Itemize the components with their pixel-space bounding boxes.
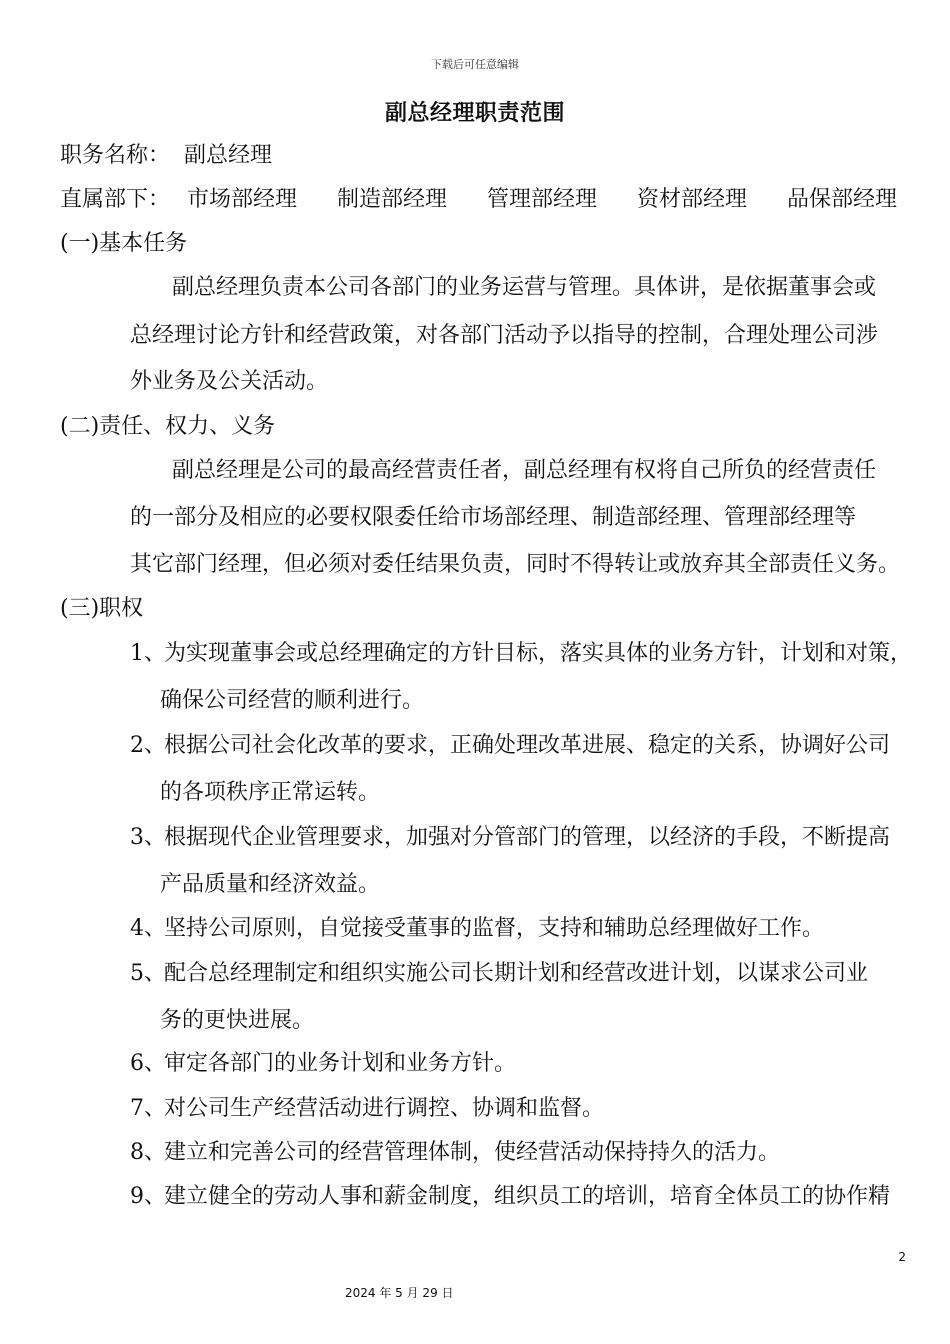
list-item-number: 4、 — [130, 916, 166, 941]
list-item-line: 建立健全的劳动人事和薪金制度，组织员工的培训，培育全体员工的协作精 — [164, 1184, 891, 1209]
list-item-line: 根据公司社会化改革的要求，正确处理改革进展、稳定的关系，协调好公司 — [164, 733, 891, 758]
list-item-line: 产品质量和经济效益。 — [160, 872, 381, 897]
section-heading: (二)责任、权力、义务 — [60, 414, 276, 439]
section-heading: (一)基本任务 — [60, 231, 188, 256]
footer-date: 2024 年 5 月 29 日 — [345, 1286, 454, 1300]
list-item-number: 8、 — [130, 1140, 166, 1165]
list-item-line: 对公司生产经营活动进行调控、协调和监督。 — [164, 1096, 605, 1121]
subordinate-item: 制造部经理 — [337, 187, 448, 212]
subordinate-item: 管理部经理 — [487, 187, 598, 212]
paragraph-line: 副总经理是公司的最高经营责任者，副总经理有权将自己所负的经营责任 — [172, 458, 877, 483]
subordinates-row — [60, 185, 170, 215]
list-item-line: 确保公司经营的顺利进行。 — [160, 688, 425, 713]
position-value: 副总经理 — [184, 143, 273, 168]
section-heading: (三)职权 — [60, 596, 144, 621]
list-item-line: 的各项秩序正常运转。 — [160, 780, 381, 805]
list-item-line: 坚持公司原则，自觉接受董事的监督，支持和辅助总经理做好工作。 — [164, 916, 825, 941]
paragraph-line: 其它部门经理，但必须对委任结果负责，同时不得转让或放弃其全部责任义务。 — [130, 552, 901, 577]
paragraph-line: 总经理讨论方针和经营政策，对各部门活动予以指导的控制，合理处理公司涉 — [130, 323, 879, 348]
list-item-line: 配合总经理制定和组织实施公司长期计划和经营改进计划，以谋求公司业 — [164, 961, 869, 986]
list-item-line: 建立和完善公司的经营管理体制，使经营活动保持持久的活力。 — [164, 1140, 781, 1165]
subordinate-item: 资材部经理 — [637, 187, 748, 212]
paragraph-line: 副总经理负责本公司各部门的业务运营与管理。具体讲，是依据董事会或 — [172, 275, 877, 300]
list-item-line: 为实现董事会或总经理确定的方针目标，落实具体的业务方针，计划和对策， — [164, 641, 913, 666]
list-item-number: 5、 — [130, 961, 166, 986]
list-item-line: 审定各部门的业务计划和业务方针。 — [164, 1051, 517, 1076]
subordinates-label: 直属部下： — [60, 187, 171, 212]
page-header: 下载后可任意编辑 — [431, 58, 519, 71]
position-row — [60, 141, 272, 171]
list-item-number: 1、 — [130, 641, 166, 666]
list-item-number: 6、 — [130, 1051, 166, 1076]
page-number: 2 — [898, 1250, 906, 1264]
subordinate-item: 市场部经理 — [187, 187, 298, 212]
list-item-number: 3、 — [130, 825, 166, 850]
list-item-number: 7、 — [130, 1096, 166, 1121]
paragraph-line: 外业务及公关活动。 — [130, 369, 329, 394]
list-item-number: 2、 — [130, 733, 166, 758]
list-item-number: 9、 — [130, 1184, 166, 1209]
paragraph-line: 的一部分及相应的必要权限委任给市场部经理、制造部经理、管理部经理等 — [130, 505, 857, 530]
document-title: 副总经理职责范围 — [384, 101, 565, 126]
position-label: 职务名称： — [60, 143, 171, 168]
subordinate-item: 品保部经理 — [787, 187, 898, 212]
list-item-line: 务的更快进展。 — [160, 1008, 315, 1033]
list-item-line: 根据现代企业管理要求，加强对分管部门的管理，以经济的手段，不断提高 — [164, 825, 891, 850]
